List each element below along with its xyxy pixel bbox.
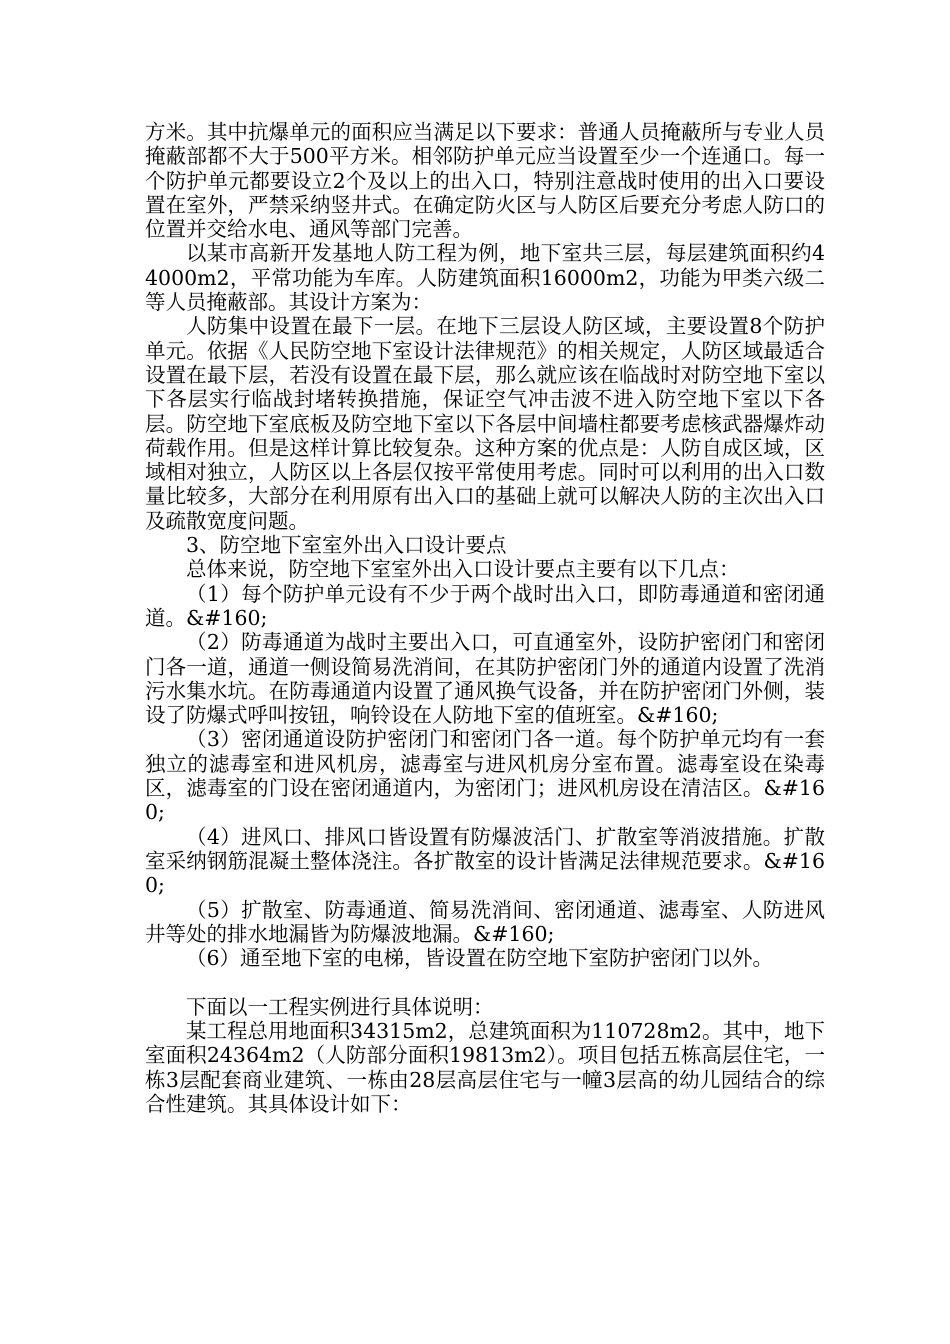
list-item-1: （1）每个防护单元设有不少于两个战时出入口，即防毒通道和密闭通道。&#160;	[145, 581, 825, 630]
paragraph-spacer	[145, 970, 825, 994]
paragraph-design-scheme: 人防集中设置在最下一层。在地下三层设人防区域，主要设置8个防护单元。依据《人民防空地下室设计法律规范》的相关规定，人防区域最适合设置在最下层，若没有设置在最下层，那么就应该在临战时对防空地下室以下各层实行临战封堵转换措施，保证空气冲击波不进入防空地下室以下各层。防空地下室底板及防空地下室以下各层中间墙柱都要考虑核武器爆炸动荷载作用。但是这样计算比较复杂。这种方案的优点是：人防自成区域，区域相对独立，人防区以上各层仅按平常使用考虑。同时可以利用的出入口数量比较多，大部分在利用原有出入口的基础上就可以解决人防的主次出入口及疏散宽度问题。	[145, 314, 825, 533]
list-item-4: （4）进风口、排风口皆设置有防爆波活门、扩散室等消波措施。扩散室采纳钢筋混凝土整体浇注。各扩散室的设计皆满足法律规范要求。&#160;	[145, 824, 825, 898]
paragraph-example-lead: 下面以一工程实例进行具体说明：	[186, 994, 494, 1019]
paragraph-example-intro: 以某市高新开发基地人防工程为例，地下室共三层，每层建筑面积约44000m2，平常功能为车库。人防建筑面积16000m2，功能为甲类六级二等人员掩蔽部。其设计方案为：	[145, 241, 825, 315]
section-heading-entrance-design: 3、防空地下室室外出入口设计要点	[186, 533, 507, 558]
document-body	[145, 120, 825, 1116]
list-item-2: （2）防毒通道为战时主要出入口，可直通室外，设防护密闭门和密闭门各一道，通道一侧设简易洗消间，在其防护密闭门外的通道内设置了洗消污水集水坑。在防毒通道内设置了通风换气设备，并在防护密闭门外侧，装设了防爆式呼叫按钮，响铃设在人防地下室的值班室。&#160;	[145, 630, 825, 728]
paragraph-blast-unit-requirements: 方米。其中抗爆单元的面积应当满足以下要求：普通人员掩蔽所与专业人员掩蔽部都不大于500平方米。相邻防护单元应当设置至少一个连通口。每一个防护单元都要设立2个及以上的出入口，特别注意战时使用的出入口要设置在室外，严禁采纳竖井式。在确定防火区与人防区后要充分考虑人防口的位置并交给水电、通风等部门完善。	[145, 120, 825, 242]
paragraph-project-details: 某工程总用地面积34315m2，总建筑面积为110728m2。其中，地下室面积24364m2（人防部分面积19813m2）。项目包括五栋高层住宅，一栋3层配套商业建筑、一栋由28层高层住宅与一幢3层高的幼儿园结合的综合性建筑。其具体设计如下：	[145, 1018, 825, 1116]
list-item-5: （5）扩散室、防毒通道、简易洗消间、密闭通道、滤毒室、人防进风井等处的排水地漏皆为防爆波地漏。&#160;	[145, 897, 825, 946]
list-item-3: （3）密闭通道设防护密闭门和密闭门各一道。每个防护单元均有一套独立的滤毒室和进风机房，滤毒室与进风机房分室布置。滤毒室设在染毒区，滤毒室的门设在密闭通道内，为密闭门；进风机房设在清洁区。&#160;	[145, 727, 825, 825]
paragraph-overview: 总体来说，防空地下室室外出入口设计要点主要有以下几点：	[186, 557, 740, 582]
list-item-6: （6）通至地下室的电梯，皆设置在防空地下室防护密闭门以外。	[186, 946, 774, 971]
